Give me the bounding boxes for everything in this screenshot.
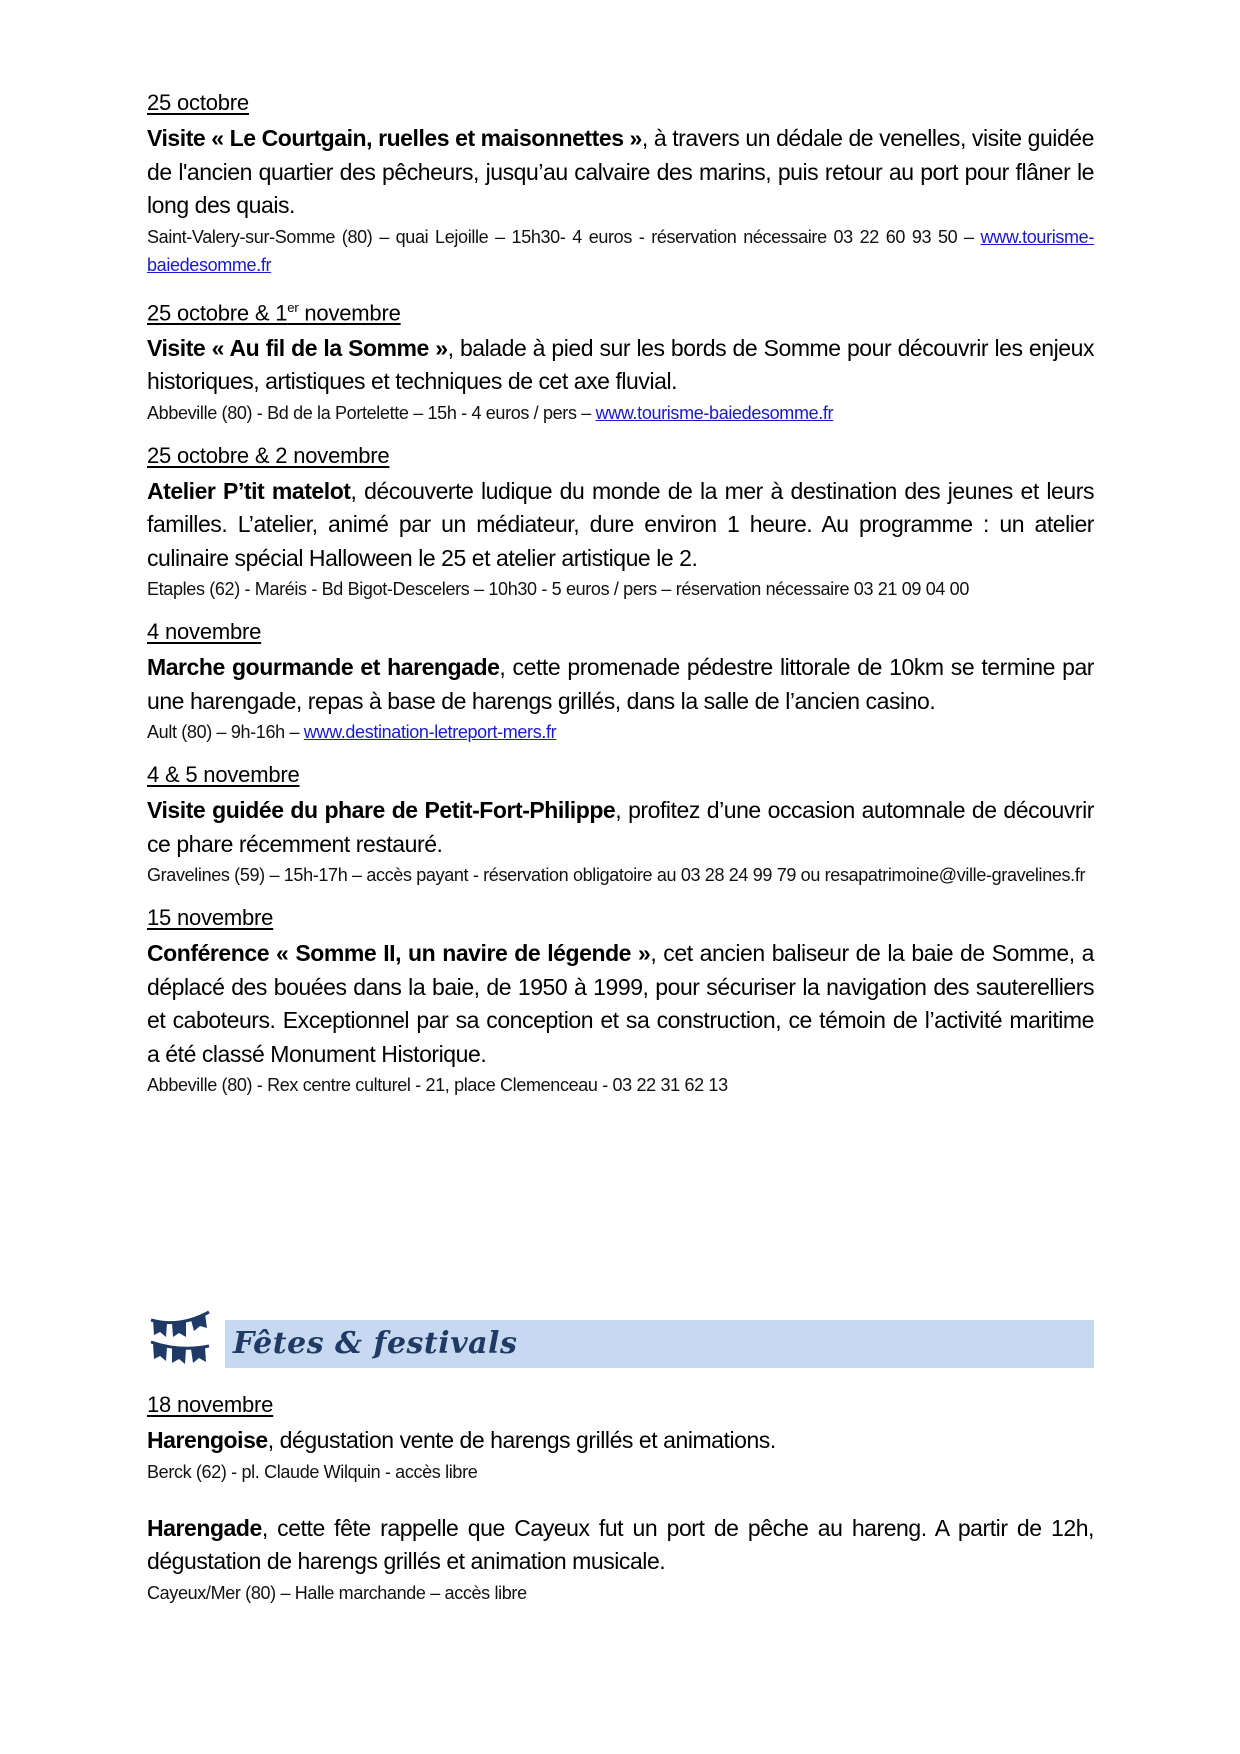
event-description: Visite « Au fil de la Somme », balade à pied sur les bords de Somme pour découvrir les enjeux historiques, artistiques et techniques de cet axe fluvial. <box>147 334 1094 395</box>
event-description: Harengoise, dégustation vente de harengs grillés et animations. <box>147 1427 776 1453</box>
event-date: 18 novembre <box>147 1392 274 1417</box>
event-item <box>147 88 1094 279</box>
event-info: Gravelines (59) – 15h-17h – accès payant - réservation obligatoire au 03 28 24 99 79 ou resapatrimoine@ville-gravelines.fr <box>147 865 1086 886</box>
event-item <box>147 760 1094 889</box>
event-info: Berck (62) - pl. Claude Wilquin - accès libre <box>147 1461 478 1482</box>
event-date: 15 novembre <box>147 905 274 931</box>
event-info: Abbeville (80) - Rex centre culturel - 21, place Clemenceau - 03 22 31 62 13 <box>147 1075 728 1096</box>
section-banner <box>225 1320 1094 1368</box>
section-header-fetes-festivals <box>147 1306 1094 1376</box>
event-description: Visite « Le Courtgain, ruelles et maisonnettes », à travers un dédale de venelles, visite guidée de l'ancien quartier des pêcheurs, jusqu’au calvaire des marins, puis retour au port pour flâner le long des quais. <box>147 125 1094 218</box>
event-title: Visite « Au fil de la Somme » <box>147 334 448 361</box>
event-link[interactable]: www.tourisme-baiedesomme.fr <box>595 402 834 423</box>
festival-events-list <box>147 1390 1094 1607</box>
event-title: Harengade <box>147 1514 262 1541</box>
event-title: Visite guidée du phare de Petit-Fort-Philippe <box>147 797 616 824</box>
event-info: Cayeux/Mer (80) – Halle marchande – accès libre <box>147 1582 527 1603</box>
event-info: Abbeville (80) - Bd de la Portelette – 15h - 4 euros / pers – www.tourisme-baiedesomme.fr <box>147 402 834 423</box>
event-description: Atelier P’tit matelot, découverte ludique du monde de la mer à destination des jeunes et leurs familles. L’atelier, animé par un médiateur, dure environ 1 heure. Au programme : un atelier culinaire spécial Halloween le 25 et atelier artistique le 2. <box>147 477 1094 571</box>
event-item <box>147 441 1094 604</box>
event-description: Conférence « Somme II, un navire de légende », cet ancien baliseur de la baie de Somme, a déplacé des bouées dans la baie, de 1950 à 1999, pour sécuriser la navigation des sauterelliers et caboteurs. Exceptionnel par sa conception et sa construction, ce témoin de l’activité maritime a été classé Monument Historique. <box>147 940 1094 1067</box>
event-info: Ault (80) – 9h-16h – www.destination-letreport-mers.fr <box>147 722 557 743</box>
event-title: Marche gourmande et harengade <box>147 654 500 681</box>
event-info: Etaples (62) - Maréis - Bd Bigot-Descelers – 10h30 - 5 euros / pers – réservation nécessaire 03 21 09 04 00 <box>147 579 969 600</box>
event-date: 25 octobre & 2 novembre <box>147 442 390 468</box>
event-date: 4 & 5 novembre <box>147 762 300 788</box>
event-title: Conférence « Somme II, un navire de légende » <box>147 940 651 967</box>
event-title: Atelier P’tit matelot <box>147 477 351 504</box>
event-date: 25 octobre <box>147 90 249 115</box>
event-description: Marche gourmande et harengade, cette promenade pédestre littorale de 10km se termine par une harengade, repas à base de harengs grillés, dans la salle de l’ancien casino. <box>147 654 1094 714</box>
event-title: Visite « Le Courtgain, ruelles et maisonnettes » <box>147 125 642 151</box>
event-item <box>147 1424 1094 1486</box>
event-description: Visite guidée du phare de Petit-Fort-Philippe, profitez d’une occasion automnale de découvrir ce phare récemment restauré. <box>147 797 1094 857</box>
event-title: Harengoise <box>147 1427 268 1453</box>
events-list <box>147 88 1094 1099</box>
event-description: Harengade, cette fête rappelle que Cayeux fut un port de pêche au hareng. A partir de 12h, dégustation de harengs grillés et animation musicale. <box>147 1514 1094 1574</box>
event-link[interactable]: www.tourisme-baiedesomme.fr <box>147 226 1094 275</box>
event-date: 4 novembre <box>147 619 262 645</box>
section-title: Fêtes & festivals <box>233 1326 518 1361</box>
event-date: 25 octobre & 1er novembre <box>147 299 401 325</box>
event-item <box>147 903 1094 1099</box>
event-item <box>147 617 1094 746</box>
event-link[interactable]: www.destination-letreport-mers.fr <box>303 722 557 743</box>
bunting-icon <box>149 1310 211 1372</box>
event-info: Saint-Valery-sur-Somme (80) – quai Lejoille – 15h30- 4 euros - réservation nécessaire 03 22 60 93 50 – www.tourisme-baiedesomme.fr <box>147 226 1094 275</box>
event-item <box>147 1512 1094 1607</box>
event-item <box>147 293 1094 427</box>
